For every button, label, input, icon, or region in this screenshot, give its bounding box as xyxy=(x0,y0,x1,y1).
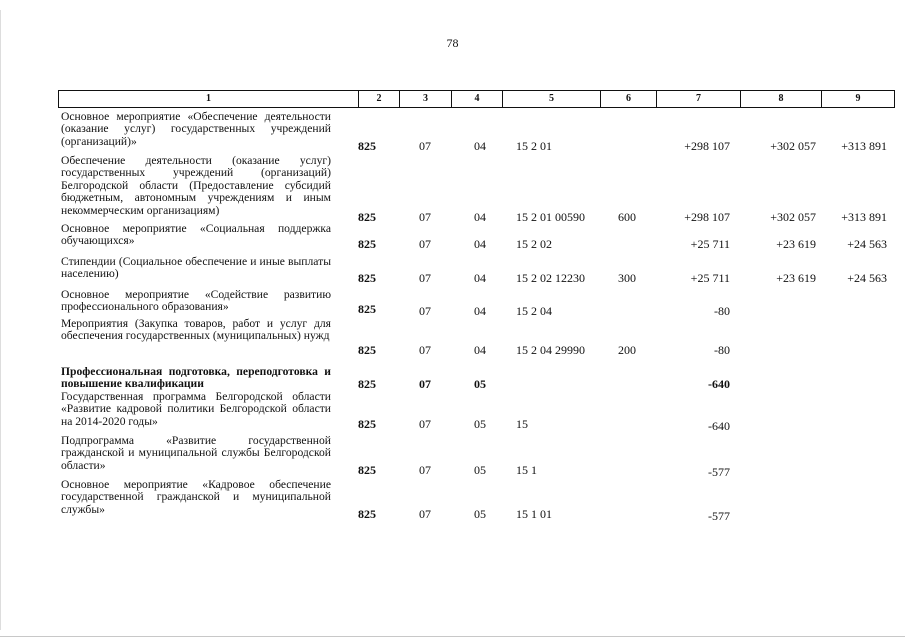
cell-col-2: 825 xyxy=(358,377,376,391)
cell-col-2: 825 xyxy=(358,271,376,285)
cell-col-5: 15 2 01 xyxy=(516,139,552,153)
header-col-2: 2 xyxy=(359,91,400,107)
cell-col-9: +313 891 xyxy=(841,210,887,224)
header-col-1: 1 xyxy=(59,91,359,107)
cell-col-7: -577 xyxy=(708,509,730,523)
cell-col-3: 07 xyxy=(419,463,431,477)
header-col-3: 3 xyxy=(400,91,452,107)
section-heading: Профессиональная подготовка, переподготовка и повышение квалификации xyxy=(61,365,331,391)
table-header xyxy=(58,90,895,108)
header-col-7: 7 xyxy=(657,91,741,107)
cell-col-3: 07 xyxy=(419,271,431,285)
cell-col-4: 05 xyxy=(474,417,486,431)
cell-col-2: 825 xyxy=(358,210,376,224)
cell-col-4: 04 xyxy=(474,271,486,285)
cell-col-7: +25 711 xyxy=(690,271,730,285)
cell-col-4: 05 xyxy=(474,463,486,477)
cell-col-5: 15 2 01 00590 xyxy=(516,210,585,224)
cell-col-5: 15 xyxy=(516,417,528,431)
cell-col-7: -80 xyxy=(714,343,730,357)
cell-col-3: 07 xyxy=(419,417,431,431)
cell-col-6: 200 xyxy=(618,343,636,357)
cell-col-6: 300 xyxy=(618,271,636,285)
cell-col-7: +298 107 xyxy=(684,139,730,153)
cell-col-8: +302 057 xyxy=(770,210,816,224)
cell-col-5: 15 2 02 xyxy=(516,237,552,251)
cell-col-4: 04 xyxy=(474,139,486,153)
header-col-5: 5 xyxy=(503,91,601,107)
cell-col-2: 825 xyxy=(358,302,376,316)
cell-col-3: 07 xyxy=(419,210,431,224)
row-description: Обеспечение деятельности (оказание услуг) государственных учреждений (организаций) Белгородской области (Предоставление субсидий бюджетным, автономным учреждениям и иным некоммерческим организациям) xyxy=(61,154,331,217)
cell-col-7: -640 xyxy=(708,419,730,433)
cell-col-4: 05 xyxy=(474,507,486,521)
cell-col-2: 825 xyxy=(358,507,376,521)
cell-col-5: 15 2 04 29990 xyxy=(516,343,585,357)
row-description: Мероприятия (Закупка товаров, работ и услуг для обеспечения государственных (муниципальных) нужд xyxy=(61,317,331,343)
page-number: 78 xyxy=(446,36,459,50)
cell-col-7: -640 xyxy=(708,377,730,391)
row-description: Стипендии (Социальное обеспечение и иные выплаты населению) xyxy=(61,255,331,281)
row-description: Основное мероприятие «Обеспечение деятельности (оказание услуг) государственных учреждений (организаций)» xyxy=(61,110,331,148)
row-description: Подпрограмма «Развитие государственной гражданской и муниципальной службы Белгородской области» xyxy=(61,434,331,472)
cell-col-4: 04 xyxy=(474,210,486,224)
cell-col-2: 825 xyxy=(358,139,376,153)
cell-col-2: 825 xyxy=(358,417,376,431)
header-col-8: 8 xyxy=(741,91,822,107)
scan-edge-line xyxy=(0,636,905,637)
cell-col-9: +24 563 xyxy=(847,237,887,251)
cell-col-3: 07 xyxy=(419,139,431,153)
cell-col-5: 15 2 04 xyxy=(516,304,552,318)
cell-col-2: 825 xyxy=(358,237,376,251)
cell-col-9: +24 563 xyxy=(847,271,887,285)
header-col-6: 6 xyxy=(601,91,657,107)
cell-col-3: 07 xyxy=(419,343,431,357)
cell-col-8: +23 619 xyxy=(776,271,816,285)
cell-col-3: 07 xyxy=(419,304,431,318)
cell-col-4: 04 xyxy=(474,237,486,251)
cell-col-7: -80 xyxy=(714,304,730,318)
cell-col-7: +25 711 xyxy=(690,237,730,251)
cell-col-4: 05 xyxy=(474,377,486,391)
cell-col-7: -577 xyxy=(708,465,730,479)
row-description: Основное мероприятие «Кадровое обеспечение государственной гражданской и муниципальной службы» xyxy=(61,478,331,516)
cell-col-5: 15 1 xyxy=(516,463,537,477)
cell-col-4: 04 xyxy=(474,304,486,318)
cell-col-3: 07 xyxy=(419,507,431,521)
cell-col-2: 825 xyxy=(358,463,376,477)
cell-col-3: 07 xyxy=(419,377,431,391)
cell-col-4: 04 xyxy=(474,343,486,357)
row-description: Основное мероприятие «Содействие развитию профессионального образования» xyxy=(61,288,331,314)
row-description: Государственная программа Белгородской области «Развитие кадровой политики Белгородской области на 2014-2020 годы» xyxy=(61,390,331,428)
cell-col-8: +302 057 xyxy=(770,139,816,153)
row-description: Основное мероприятие «Социальная поддержка обучающихся» xyxy=(61,222,331,248)
cell-col-9: +313 891 xyxy=(841,139,887,153)
cell-col-3: 07 xyxy=(419,237,431,251)
cell-col-7: +298 107 xyxy=(684,210,730,224)
cell-col-5: 15 1 01 xyxy=(516,507,552,521)
cell-col-2: 825 xyxy=(358,343,376,357)
scan-left-edge xyxy=(0,10,1,630)
cell-col-5: 15 2 02 12230 xyxy=(516,271,585,285)
header-col-9: 9 xyxy=(855,93,861,104)
cell-col-8: +23 619 xyxy=(776,237,816,251)
header-col-4: 4 xyxy=(452,91,503,107)
cell-col-6: 600 xyxy=(618,210,636,224)
